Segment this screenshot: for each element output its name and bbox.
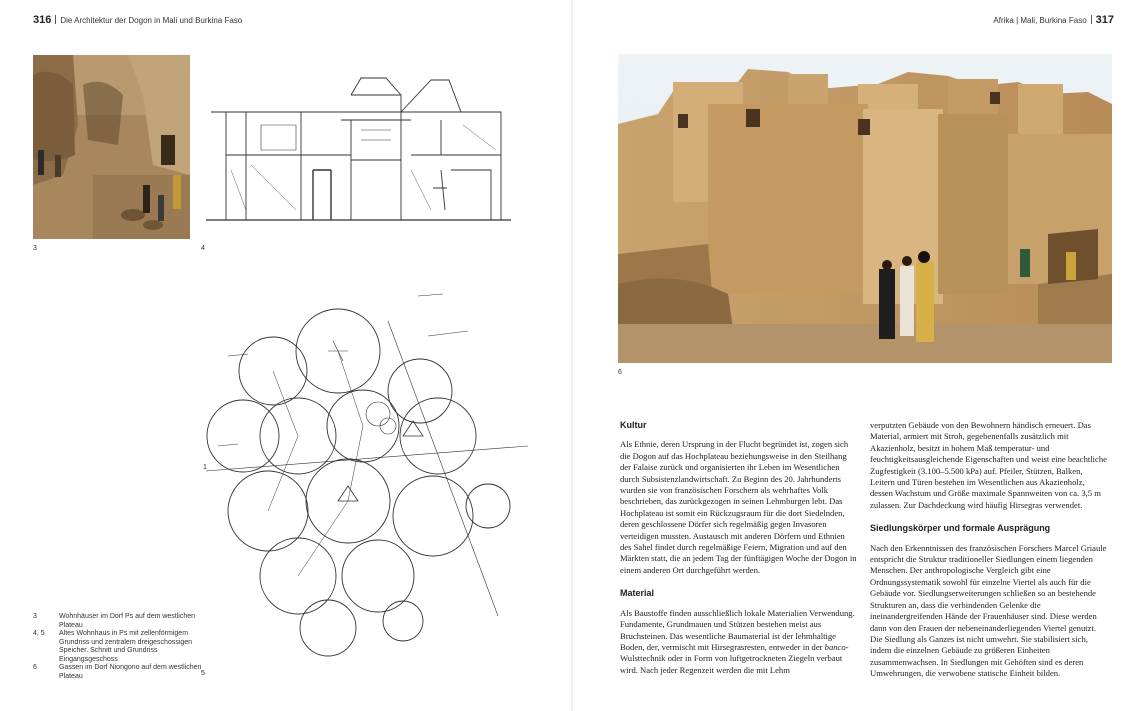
figure-5-plan-sketch: [198, 276, 534, 668]
paragraph-kultur: Als Ethnie, deren Ursprung in der Flucht begründet ist, zogen sich die Dogon auf das Hochplateau beziehungsweise in den Steilhang der Falaise zurück und organisierten ihr Leben im Wesentlichen durch Subsistenzlandwirtschaft. Zu Beginn des 20. Jahrhunderts wurden sie von französischen Forschern als wehrhaftes Volk beschrieben, das zurückgezogen in seinen Lehmburgen lebt. Das Hochplateau ist somit ein Rückzugsraum für die dort Siedelnden, deren geschlossene Dörfer sich regelmäßig gegen Invasoren verteidigen mussten. Austausch mit anderen Dörfern und Ethnien des Sahel findet durch regelmäßige Feiern, Migration und auf den Märkten statt, die an jedem Tag der fünftägigen Woche der Dogon in einem anderen Ort durchgeführt werden.: [620, 439, 857, 575]
text-column-1: [620, 420, 858, 688]
paragraph-siedlung: Nach den Erkenntnissen des französischen Forschers Marcel Griaule entspricht die Struktur traditioneller Siedlungen einem liegenden Menschen. Der anthropologische Vergleich gibt eine Ordnungssystematik sowohl für einzelne Viertel als auch für die Gebäude vor. Siedlungserweiterungen schließen so an bestehende Strukturen an, dass die verbindenden Gelenke die ineinandergreifenden Hände der Frauenhäuser sind. Diese werden dann von den Frauen der nebeneinanderliegenden Viertel genutzt. Die Siedlung als Ganzes ist nicht umwehrt. Sie stabilisiert sich, indem die einzelnen Gebäude zu größeren Einheiten zusammenwachsen. In Siedlungen mit Gehöften sind es deren Umwehrungen, die verwobene statische Einheit bilden.: [870, 542, 1107, 679]
heading-material: Material: [620, 588, 655, 599]
paragraph-material-continued: verputzten Gebäude von den Bewohnern händisch erneuert. Das Material, armiert mit Stroh, gegebenenfalls zusätzlich mit Akazienholz, besitzt in hohem Maß temperatur- und feuchtigkeitsausgleichende Eigenschaften und weist eine beachtliche Zugfestigkeit (3.100–5.500 kPa) auf. Pfeiler, Stützen, Balken, Leitern und Türen bestehen im Wesentlichen aus Akazienholz, dessen Wachstum und Größe maximale Spannweiten von ca. 3,5 m zulassen. Zur Dachdeckung wird häufig Hirsegras verwendet.: [870, 420, 1107, 510]
caption-number: 6: [33, 664, 37, 671]
figure-4-number: 4: [201, 245, 205, 252]
figure-3-number: 3: [33, 245, 37, 252]
caption-text: Gassen im Dorf Niongono auf dem westlichen Plateau: [59, 664, 202, 680]
caption-text: Altes Wohnhaus in Ps mit zellenförmigem Grundriss und zentralem dreigeschossigen Speicher. Schnitt und Grundriss Eingangsgeschoss: [59, 630, 193, 663]
figure-6-number: 6: [618, 369, 622, 376]
caption-item: [33, 613, 213, 630]
right-page-number: 317: [1095, 14, 1114, 26]
caption-number: 3: [33, 613, 37, 620]
figure-5-side-number: 1: [203, 464, 207, 471]
right-running-header: [993, 14, 1114, 26]
heading-kultur: Kultur: [620, 420, 647, 430]
left-running-title: Die Architektur der Dogon in Mali und Burkina Faso: [60, 16, 243, 25]
figure-6-photo: [618, 54, 1112, 363]
caption-text: Wohnhäuser im Dorf Ps auf dem westlichen Plateau: [59, 613, 196, 629]
figure-4-section-sketch: [201, 70, 531, 240]
right-page: [572, 0, 1144, 711]
caption-item: [33, 664, 213, 681]
left-page-number: 316: [33, 14, 52, 26]
figure-3-photo: [33, 55, 190, 239]
left-running-header: [33, 14, 242, 26]
paragraph-material: Als Baustoffe finden ausschließlich lokale Materialien Verwendung. Fundamente, Grundmauen und Stützen bestehen meist aus Bruchsteinen. Das wesentliche Baumaterial ist der lehmhaltige Boden, der, vermischt mit Hirsegrasresten, entweder in der banco-Wulsttechnik oder in Form von luftgetrockneten Ziegeln verbaut wird. Nach jeder Regenzeit werden die mit Lehm: [620, 607, 855, 675]
text-column-2: [870, 420, 1108, 692]
caption-number: 4, 5: [33, 630, 45, 637]
heading-siedlung: Siedlungskörper und formale Ausprägung: [870, 523, 1051, 534]
figure-captions: [33, 613, 213, 681]
caption-item: [33, 630, 213, 664]
figure-5-number: 5: [201, 670, 205, 677]
right-running-title: Afrika | Mali, Burkina Faso: [993, 16, 1087, 25]
